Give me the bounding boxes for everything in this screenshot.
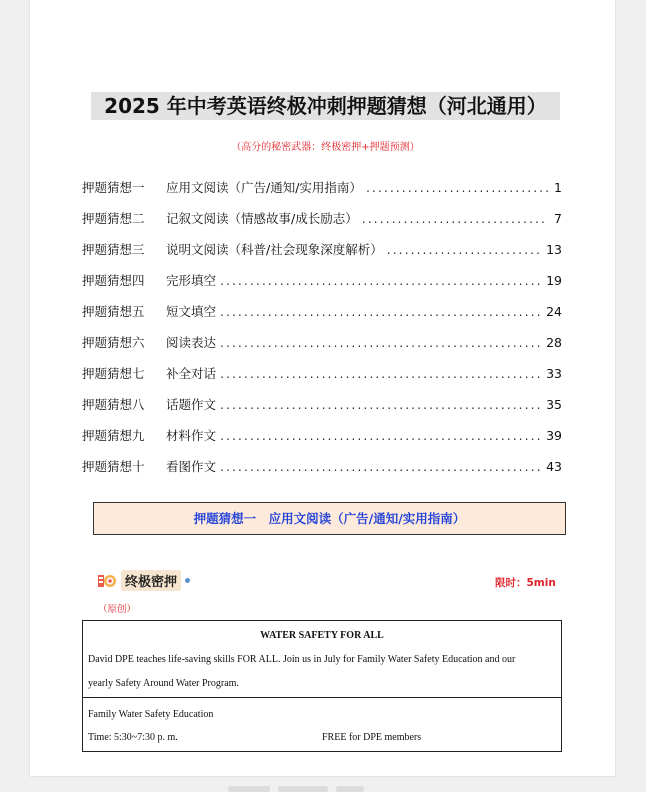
toc-entry[interactable] [82, 271, 562, 302]
toc-entry[interactable] [82, 209, 562, 240]
toc-entry-page: 24 [546, 304, 562, 319]
toc-entry-page: 43 [546, 459, 562, 474]
toc-entry[interactable] [82, 395, 562, 426]
toc-entry-title: 补全对话 [166, 366, 217, 381]
toc-leader-dots [220, 397, 542, 412]
toc-entry-page: 35 [546, 397, 562, 412]
toc-entry-number: 押题猜想四 [82, 273, 145, 288]
toc-entry-page: 19 [546, 273, 562, 288]
badge-label: 终极密押 [121, 570, 181, 591]
program-price: FREE for DPE members [322, 732, 422, 743]
toc-entry-number: 押题猜想七 [82, 366, 145, 381]
toc-entry[interactable] [82, 333, 562, 364]
toc-leader-dots [220, 335, 542, 350]
toc-leader-dots [220, 459, 542, 474]
toc-entry-page: 28 [546, 335, 562, 350]
section-heading: 押题猜想一 应用文阅读（广告/通知/实用指南） [93, 502, 566, 535]
toc-leader-dots [366, 180, 548, 195]
program-time: Time: 5:30~7:30 p. m. [88, 732, 178, 743]
toc-entry-number: 押题猜想六 [82, 335, 145, 350]
toc-leader-dots [387, 242, 542, 257]
toc-entry-title: 话题作文 [166, 397, 217, 412]
passage-line: yearly Safety Around Water Program. [88, 678, 239, 689]
toc-entry-number: 押题猜想三 [82, 242, 145, 257]
origin-tag: （原创） [98, 604, 137, 615]
toc-entry[interactable] [82, 240, 562, 271]
toc-entry-number: 押题猜想五 [82, 304, 145, 319]
toc-entry[interactable] [82, 178, 562, 209]
dot-icon [185, 578, 190, 583]
page-thumbnail-stub [278, 786, 328, 792]
final-prediction-badge [97, 570, 190, 591]
toc-entry[interactable] [82, 302, 562, 333]
toc-entry-title: 记叙文阅读（情感故事/成长励志） [166, 211, 358, 226]
toc-entry-title: 材料作文 [166, 428, 217, 443]
passage-title: WATER SAFETY FOR ALL [260, 630, 384, 641]
toc-entry-page: 1 [554, 180, 562, 195]
toc-entry-title: 看图作文 [166, 459, 217, 474]
toc-entry[interactable] [82, 364, 562, 395]
toc-entry-page: 7 [554, 211, 562, 226]
toc-entry-number: 押题猜想八 [82, 397, 145, 412]
toc-entry-title: 短文填空 [166, 304, 217, 319]
toc-entry[interactable] [82, 457, 562, 488]
document-subtitle: （高分的秘密武器：终极密押+押题预测） [231, 142, 420, 153]
toc-entry-number: 押题猜想二 [82, 211, 145, 226]
toc-entry-number: 押题猜想十 [82, 459, 145, 474]
toc-entry-page: 13 [546, 242, 562, 257]
toc-entry-title: 应用文阅读（广告/通知/实用指南） [166, 180, 362, 195]
page-thumbnail-stub [228, 786, 270, 792]
toc-entry-number: 押题猜想一 [82, 180, 145, 195]
page-thumbnail-stub [336, 786, 364, 792]
passage-line: David DPE teaches life-saving skills FOR ALL. Join us in July for Family Water Safety Education and our [88, 654, 516, 665]
toc-leader-dots [220, 428, 542, 443]
toc-leader-dots [220, 273, 542, 288]
document-title: 2025 年中考英语终极冲刺押题猜想（河北通用） [91, 92, 560, 120]
toc-entry-number: 押题猜想九 [82, 428, 145, 443]
time-limit: 限时：5min [495, 577, 556, 589]
table-of-contents [82, 178, 562, 488]
target-icon [97, 571, 117, 591]
toc-entry-title: 说明文阅读（科普/社会现象深度解析） [166, 242, 383, 257]
toc-entry-title: 完形填空 [166, 273, 217, 288]
toc-leader-dots [362, 211, 548, 226]
program-name: Family Water Safety Education [88, 709, 214, 720]
passage-divider [83, 697, 561, 698]
toc-entry-page: 33 [546, 366, 562, 381]
reading-passage-box [82, 620, 562, 752]
toc-entry-page: 39 [546, 428, 562, 443]
toc-leader-dots [220, 304, 542, 319]
toc-leader-dots [220, 366, 542, 381]
toc-entry[interactable] [82, 426, 562, 457]
toc-entry-title: 阅读表达 [166, 335, 217, 350]
